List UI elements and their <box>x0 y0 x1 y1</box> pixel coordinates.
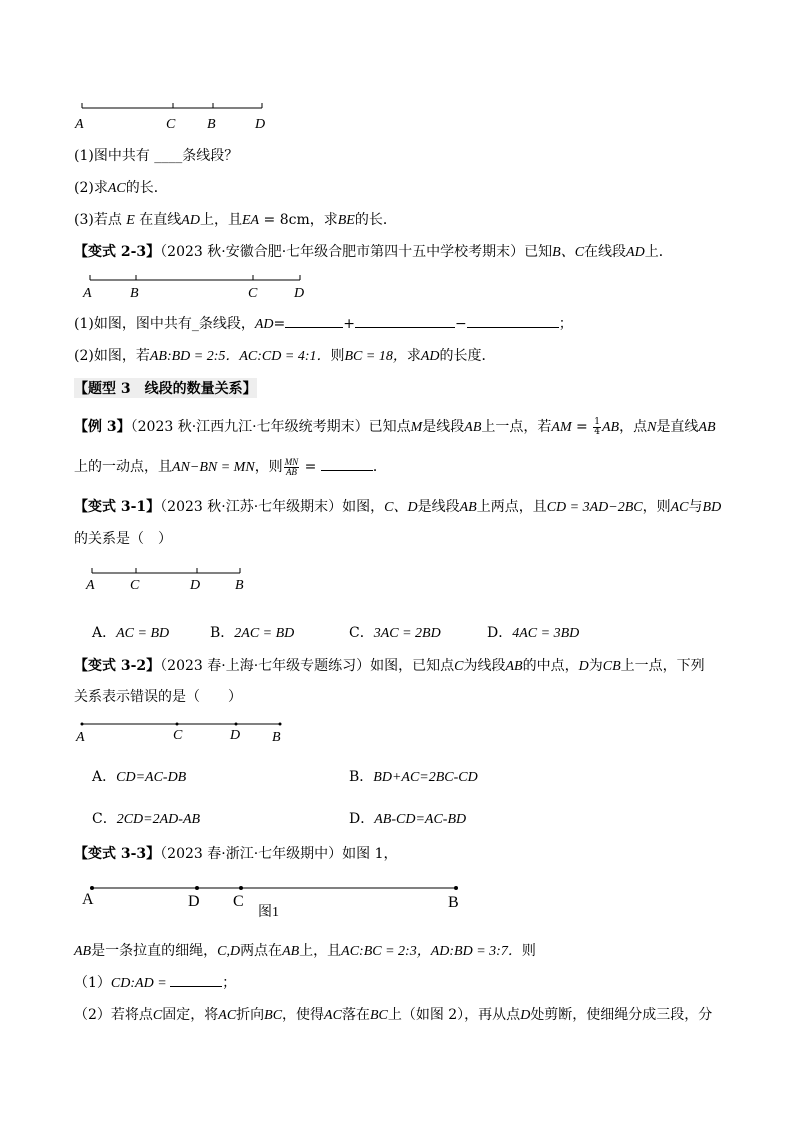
variant-3-3-line-1: AB是一条拉直的细绳，C,D两点在AB上，且AC:BC = 2:3，AD:BD = 3:7．则 <box>74 943 536 959</box>
option-b[interactable]: B．2AC = BD <box>210 625 295 641</box>
variant-3-3-stem: 【变式 3-3】（2023 春·浙江·七年级期中）如图 1， <box>74 846 398 862</box>
fraction-one-quarter: $\frac{1}{4}$ <box>594 416 600 437</box>
option-d[interactable]: D．4AC = 3BD <box>487 625 580 641</box>
dot-c <box>176 723 179 726</box>
point-label-d: D <box>255 117 266 132</box>
point-label-c: C <box>248 286 258 301</box>
option-a[interactable]: A．AC = BD <box>92 625 170 641</box>
figure-segment-acdb-2 <box>70 716 290 750</box>
point-label-c: C <box>166 117 176 132</box>
variant-3-3-part-1: （1）CD:AD = ； <box>74 972 236 992</box>
point-label-d: D <box>190 578 201 593</box>
point-label-a: A <box>76 730 85 745</box>
point-label-d: D <box>188 893 200 910</box>
point-label-b: B <box>207 117 216 132</box>
dot-b <box>454 886 458 890</box>
answer-blank[interactable] <box>170 972 222 987</box>
dot-a <box>90 886 94 890</box>
variant-3-1-line-2: 的关系是（ ） <box>74 531 172 547</box>
point-label-c: C <box>233 893 244 910</box>
answer-blank[interactable] <box>321 456 373 471</box>
variant-3-3-part-2: （2）若将点C固定，将AC折向BC，使得AC落在BC上（如图 2），再从点D处剪断，使细绳分成三段，分 <box>74 1007 713 1023</box>
variant-3-2-line-1: 【变式 3-2】（2023 春·上海·七年级专题练习）如图，已知点C为线段AB的中点，D为CB上一点，下列 <box>74 658 705 674</box>
point-label-b: B <box>130 286 139 301</box>
answer-blank[interactable] <box>467 313 559 328</box>
variant-2-3-part-1: (1)如图，图中共有_条线段，AD= + − ； <box>74 313 573 333</box>
figure-segment-acdb <box>80 565 260 599</box>
option-d[interactable]: D．AB-CD=AC-BD <box>349 811 467 827</box>
figure-segment-acbd <box>70 98 280 132</box>
figure-caption: 图1 <box>258 905 279 920</box>
point-label-d: D <box>294 286 305 301</box>
point-label-c: C <box>130 578 140 593</box>
point-label-a: A <box>75 117 84 132</box>
variant-3-1-line-1: 【变式 3-1】（2023 秋·江苏·七年级期末）如图，C、D是线段AB上两点，且CD = 3AD−2BC，则AC与BD <box>74 499 722 515</box>
point-label-a: A <box>86 578 95 593</box>
point-label-a: A <box>83 286 92 301</box>
option-c[interactable]: C．2CD=2AD-AB <box>92 811 201 827</box>
dot-d <box>195 886 199 890</box>
example-3-line-2: 上的一动点，且AN−BN = MN，则 $\frac{MN}{AB}$ = ． <box>74 456 387 477</box>
figure-segment-abcd <box>78 270 318 304</box>
question-part-3: (3)若点 E 在直线AD上，且EA = 8cm，求BE的长． <box>74 212 397 228</box>
option-b[interactable]: B．BD+AC=2BC-CD <box>349 769 478 785</box>
variant-3-2-line-2: 关系表示错误的是（ ） <box>74 689 242 705</box>
point-label-a: A <box>82 891 94 908</box>
question-part-1: (1)图中共有 ____条线段？ <box>74 148 239 164</box>
figure-rope-adcb <box>78 878 478 918</box>
point-label-c: C <box>173 728 183 743</box>
option-a[interactable]: A．CD=AC-DB <box>92 769 187 785</box>
dot-b <box>279 723 282 726</box>
variant-2-3-stem: 【变式 2-3】（2023 秋·安徽合肥·七年级合肥市第四十五中学校考期末）已知B、C在线段AD上． <box>74 244 673 260</box>
fraction-mn-over-ab: $\frac{MN}{AB}$ <box>284 456 299 477</box>
section-heading-type-3: 【题型 3 线段的数量关系】 <box>74 378 257 398</box>
example-3-line-1: 【例 3】（2023 秋·江西九江·七年级统考期末）已知点M是线段AB上一点，若AM = $\frac{1}{4}$ AB，点N是直线AB <box>74 416 716 437</box>
point-label-b: B <box>235 578 244 593</box>
dot-c <box>239 886 243 890</box>
answer-blank[interactable] <box>285 313 343 328</box>
dot-a <box>81 723 84 726</box>
point-label-b: B <box>272 730 281 745</box>
answer-blank[interactable] <box>355 313 455 328</box>
variant-2-3-part-2: (2)如图，若AB:BD = 2:5．AC:CD = 4:1．则BC = 18，求AD的长度． <box>74 348 496 364</box>
point-label-d: D <box>230 728 241 743</box>
question-part-2: (2)求AC的长． <box>74 180 168 196</box>
option-c[interactable]: C．3AC = 2BD <box>349 625 441 641</box>
dot-d <box>235 723 238 726</box>
point-label-b: B <box>448 894 459 911</box>
